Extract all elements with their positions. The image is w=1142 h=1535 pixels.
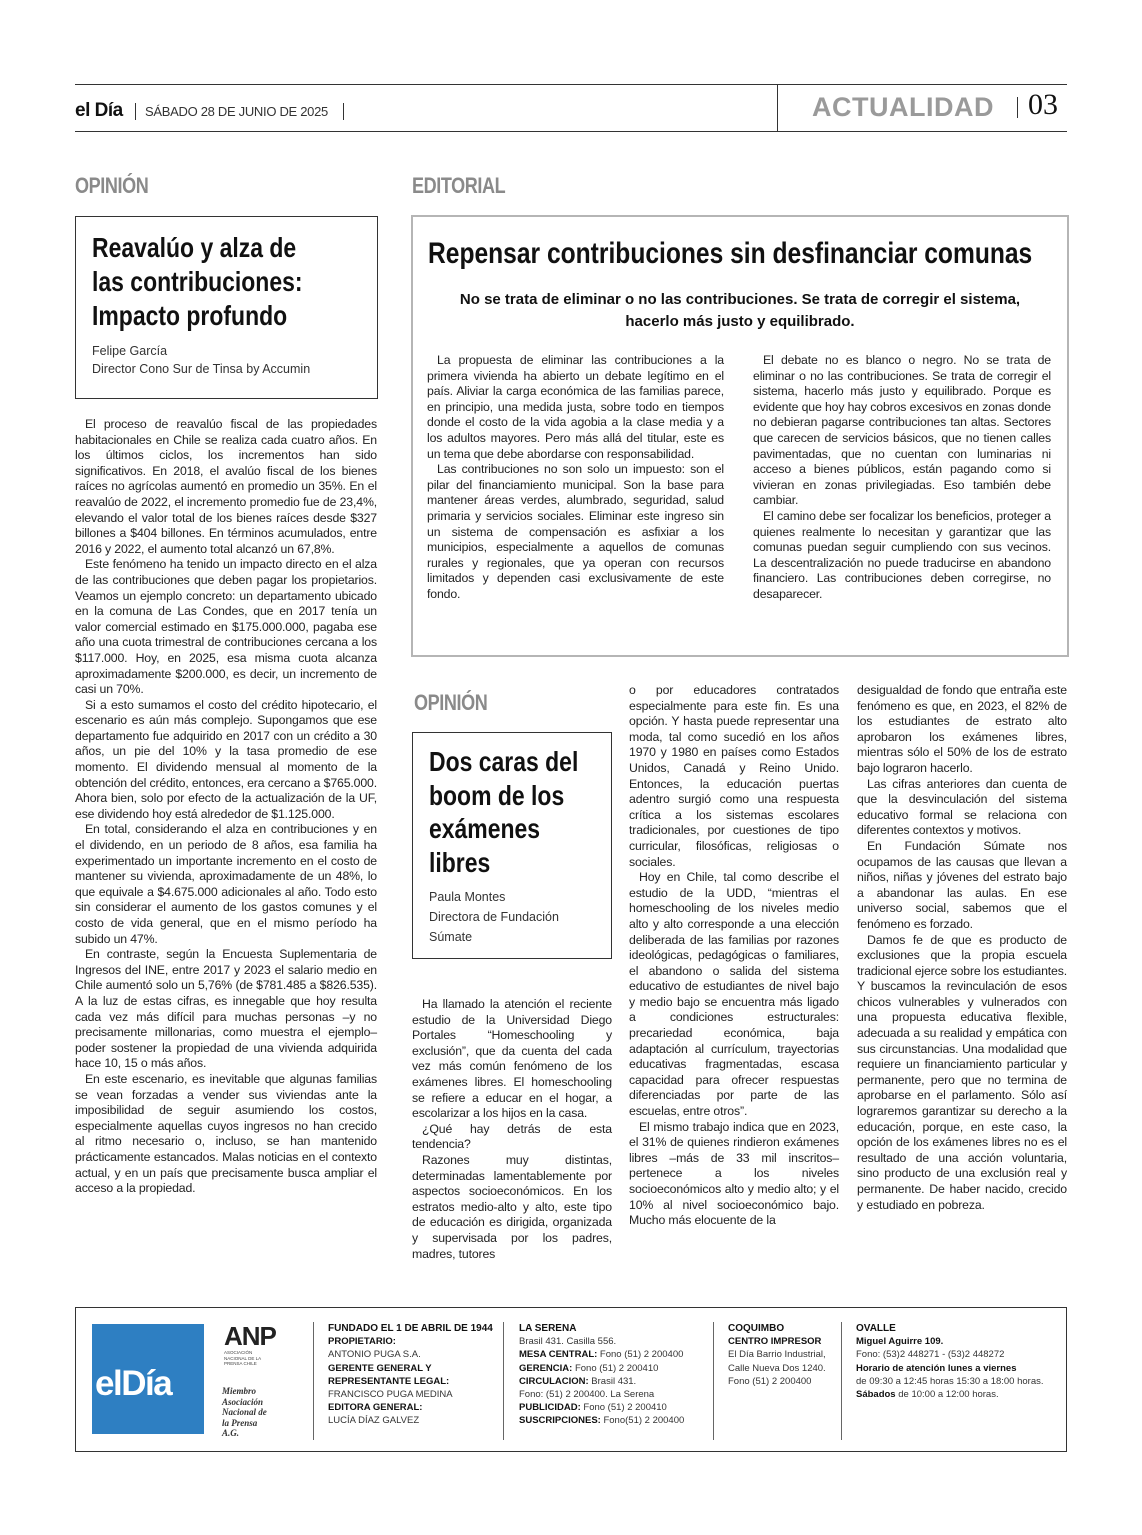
article-title-line: Impacto profundo bbox=[92, 300, 288, 331]
article-column-2 bbox=[629, 683, 839, 1229]
paragraph: El proceso de reavalúo fiscal de las propiedades habitacionales en Chile se realiza cada cuatro años. En los últimos ciclos, los incrementos han sido significativos. En 2018, el avalúo fiscal de los bienes raíces no agrícolas aumentó en promedio un 35%. En el reavalúo de 2022, el incremento promedio fue de 23,4%, elevando el valor total de los bienes raíces desde $327 billones a $404 billones. En términos acumulados, entre 2016 y 2022, el aumento total alcanzó un 67,8%. bbox=[75, 417, 377, 556]
paragraph: El mismo trabajo indica que en 2023, el 31% de quienes rindieron exámenes libres –más de 33 mil inscritos– pertenece a los niveles socioeconómicos alto y medio alto; y el 10% al nivel socioeconómico bajo. Mucho más elocuente de la bbox=[629, 1119, 839, 1228]
paragraph: desigualdad de fondo que entraña este fenómeno es que, en 2023, el 82% de los estudiantes de estrato alto aprobaron los exámenes libres, mientras sólo el 50% de los de estrato bajo lograron hacerlo. bbox=[857, 683, 1067, 775]
paragraph: La propuesta de eliminar las contribuciones a la primera vivienda ha abierto un debate legítimo en el país. Aliviar la carga económica de las familias parece, en principio, una medida justa, sobre todo en tiempos donde el costo de la vida agobia a la clase media y a los adultos mayores. Pero más allá del titular, este es un tema que debe abordarse con responsabilidad. bbox=[427, 353, 724, 461]
footer-value: Fono (51) 2 200410 bbox=[580, 1402, 667, 1414]
anp-mark: ANP bbox=[224, 1321, 276, 1351]
article-title bbox=[429, 745, 609, 879]
footer-value: Brasil 431. Casilla 556. bbox=[519, 1336, 617, 1348]
header-section-divider bbox=[777, 85, 778, 131]
header-divider bbox=[1017, 97, 1018, 118]
anp-subtitle: ASOCIACIÓN NACIONAL DE LA PRENSA CHILE bbox=[224, 1350, 261, 1366]
footer-line bbox=[856, 1335, 1061, 1348]
footer-col-title: LA SERENA bbox=[519, 1323, 577, 1334]
footer-value: El Día Barrio Industrial, bbox=[728, 1349, 826, 1361]
member-line: Asociación bbox=[222, 1396, 264, 1407]
footer-value: Fono: (51) 2 200400. La Serena bbox=[519, 1389, 655, 1401]
paragraph: Damos fe de que es producto de exclusiones que la propia escuela tradicional ejerce sobre los estudiantes. Y buscamos la revinculación de esos chicos vulnerables y vulnerados con una propuesta educativa flexible, adecuada a su realidad y empática con sus circunstancias. Una modalidad que requiere un financiamiento particular y permanente, pero que no termina de aprobarse en el parlamento. Sólo así lograremos garantizar su derecho a la educación, porque, en este caso, la opción de los exámenes libres no es el resultado de una acción voluntaria, sino producto de una exclusión real y permanente. De haber nacido, crecido y estudiado en pobreza. bbox=[857, 932, 1067, 1212]
footer-col-coquimbo bbox=[728, 1322, 838, 1388]
article-title-line: exámenes bbox=[429, 813, 541, 844]
footer-line bbox=[728, 1335, 838, 1348]
footer-line bbox=[728, 1375, 838, 1388]
footer-col-ovalle bbox=[856, 1322, 1061, 1401]
paragraph: Si a esto sumamos el costo del crédito hipotecario, el escenario es aún más complejo. Supongamos que ese departamento fue adquirido en 2017 con un crédito a 30 años, un pie del 10% y la tasa promedio de ese momento. El dividendo mensual al momento de la obtención del crédito, entonces, era cercano a $765.000. Ahora bien, solo por efecto de la actualización de la UF, ese dividendo hoy está alrededor de $1.125.000. bbox=[75, 697, 377, 821]
footer-label: REPRESENTANTE LEGAL: bbox=[328, 1375, 450, 1387]
footer-line bbox=[328, 1375, 498, 1388]
paragraph: Razones muy distintas, determinadas lamentablemente por aspectos socioeconómicos. En los estratos medio-alto y alto, este tipo de educación es dirigida, organizada y supervisada por los padres, madres, tutores bbox=[412, 1152, 612, 1261]
footer-divider bbox=[841, 1322, 842, 1440]
paragraph: Las cifras anteriores dan cuenta de que la desvinculación del sistema educativo formal se relaciona con diferentes contextos y motivos. bbox=[857, 776, 1067, 838]
footer-line bbox=[519, 1375, 709, 1388]
paragraph: En contraste, según la Encuesta Suplementaria de Ingresos del INE, entre 2017 y 2023 el salario medio en Chile aumentó solo un 5,76% (de $781.485 a $826.535). A la luz de estas cifras, es innegable que hoy resulta cada vez más difícil para muchas personas –y no precisamente millonarias, como muestra el ejemplo– poder sostener la propiedad de una vivienda adquirida hace 10, 15 o más años. bbox=[75, 947, 377, 1071]
footer-line bbox=[728, 1362, 838, 1375]
subtitle-line: No se trata de eliminar o no las contribuciones. Se trata de corregir el sistema, bbox=[459, 291, 1021, 308]
author-block bbox=[429, 887, 559, 947]
member-note bbox=[222, 1386, 267, 1439]
el-dia-logo bbox=[92, 1324, 204, 1434]
article-title bbox=[92, 231, 330, 333]
footer-line bbox=[519, 1388, 709, 1401]
footer-value: Fono(51) 2 200400 bbox=[600, 1415, 685, 1427]
author-role: Súmate bbox=[429, 930, 473, 944]
author-name: Felipe García bbox=[92, 344, 168, 358]
editorial-title: Repensar contribuciones sin desfinanciar comunas bbox=[428, 237, 1033, 270]
article-column-3 bbox=[857, 683, 1067, 1213]
author-name: Paula Montes bbox=[429, 890, 506, 904]
article-column-1 bbox=[412, 997, 612, 1262]
footer-label: Miguel Aguirre 109. bbox=[856, 1336, 944, 1348]
section-label-editorial: EDITORIAL bbox=[412, 173, 506, 198]
paragraph: En total, considerando el alza en contribuciones y en el dividendo, en un periodo de 8 años, esa familia ha experimentado un importante incremento en el costo de mantener su vivienda, aproximadamente de un 48%, lo que equivale a $4.675.000 adicionales al año. Todo esto sin considerar el aumento de los gastos comunes y el costo de vida general, que en el mismo período ha subido un 47%. bbox=[75, 822, 377, 946]
footer-col-title: COQUIMBO bbox=[728, 1323, 785, 1334]
paragraph: ¿Qué hay detrás de esta tendencia? bbox=[412, 1121, 612, 1152]
opinion-title-box bbox=[412, 732, 612, 959]
header-top-rule bbox=[75, 84, 1067, 85]
footer-line bbox=[519, 1362, 709, 1375]
author-role: Directora de Fundación bbox=[429, 910, 559, 924]
editorial-column-1 bbox=[427, 353, 724, 603]
footer-line bbox=[728, 1348, 838, 1361]
editorial-box bbox=[411, 215, 1069, 657]
footer-label: Sábados bbox=[856, 1389, 896, 1401]
header-brand: el Día bbox=[75, 100, 123, 121]
footer-label: CIRCULACION: bbox=[519, 1375, 589, 1387]
section-label-opinion: OPINIÓN bbox=[75, 173, 149, 198]
footer-label: SUSCRIPCIONES: bbox=[519, 1415, 601, 1427]
member-line: Miembro bbox=[222, 1386, 257, 1396]
footer-label: GERENCIA: bbox=[519, 1362, 573, 1374]
footer-value: Fono: (53)2 448271 - (53)2 448272 bbox=[856, 1349, 1005, 1361]
footer-line bbox=[328, 1414, 498, 1427]
footer-line bbox=[328, 1335, 498, 1348]
paragraph: Hoy en Chile, tal como describe el estudio de la UDD, “mientras el homeschooling de los niveles medio alto y alto corresponde a una elección deliberada de las familias por razones ideológicas, pedagógicas o familiares, el abandono o salida del sistema educativo de estudiantes de nivel bajo y medio bajo se encuentra más ligado a condiciones estructurales: precariedad económica, baja adaptación al currículum, trayectorias educativas fragmentadas, escasa capacidad para ofrecer respuestas diferenciadas por parte de las escuelas, entre otros”. bbox=[629, 870, 839, 1119]
section-label-opinion: OPINIÓN bbox=[414, 690, 488, 715]
footer-divider bbox=[503, 1322, 504, 1440]
member-line: A.G. bbox=[222, 1428, 240, 1438]
article-title-line: Reavalúo y alza de bbox=[92, 232, 297, 263]
footer-col-title: FUNDADO EL 1 DE ABRIL DE 1944 bbox=[328, 1323, 493, 1334]
footer-value: Fono (51) 2 200400 bbox=[728, 1375, 812, 1387]
footer-divider bbox=[713, 1322, 714, 1440]
footer-value: de 10:00 a 12:00 horas. bbox=[895, 1389, 999, 1401]
footer-line bbox=[519, 1348, 709, 1361]
member-line: la Prensa bbox=[222, 1417, 258, 1428]
subtitle-line: hacerlo más justo y equilibrado. bbox=[625, 313, 855, 330]
footer-label: PROPIETARIO: bbox=[328, 1336, 396, 1348]
author-role: Director Cono Sur de Tinsa by Accumin bbox=[92, 362, 311, 376]
paragraph: El debate no es blanco o negro. No se trata de eliminar o no las contribuciones. Se trata de corregir el sistema, hacerlo más justo y equilibrado. Porque es evidente que hoy hay cobros excesivos en zonas donde no debieran pagarse contribuciones tan altas. Sectores que carecen de servicios básicos, que no tienen calles pavimentadas, que no cuentan con luminarias ni acceso a bienes públicos, están pagando como si vivieran en zonas privilegiadas. Eso también debe cambiar. bbox=[753, 353, 1051, 508]
anp-logo bbox=[224, 1322, 288, 1367]
header-date: SÁBADO 28 DE JUNIO DE 2025 bbox=[145, 104, 328, 119]
footer-value: FRANCISCO PUGA MEDINA bbox=[328, 1389, 453, 1401]
footer-value: Calle Nueva Dos 1240. bbox=[728, 1362, 826, 1374]
footer-label: Horario de atención lunes a viernes bbox=[856, 1362, 1017, 1374]
author-block bbox=[92, 342, 310, 378]
footer-line bbox=[328, 1348, 498, 1361]
article-title-line: Dos caras del bbox=[429, 746, 579, 777]
footer-col-staff bbox=[328, 1322, 498, 1428]
footer-label: CENTRO IMPRESOR bbox=[728, 1336, 822, 1348]
footer-line bbox=[856, 1362, 1061, 1375]
footer-line bbox=[856, 1348, 1061, 1361]
paragraph: Ha llamado la atención el reciente estudio de la Universidad Diego Portales “Homeschooling y exclusión”, que da cuenta del cada vez más común fenómeno de los exámenes libres. El homeschooling se refiere a educar en el hogar, a escolarizar a los hijos en la casa. bbox=[412, 997, 612, 1121]
footer-value: ANTONIO PUGA S.A. bbox=[328, 1349, 421, 1361]
footer-box bbox=[75, 1307, 1067, 1452]
footer-col-la-serena bbox=[519, 1322, 709, 1428]
footer-divider bbox=[313, 1322, 314, 1440]
article-title-line: las contribuciones: bbox=[92, 266, 303, 297]
footer-label: GERENTE GENERAL Y bbox=[328, 1362, 432, 1374]
paragraph: o por educadores contratados especialmente para este fin. Es una opción. Y hasta puede representar una moda, tal como sucedió en los años 1970 y 1980 en países como Estados Unidos, Canadá y Reino Unido. Entonces, la educación puertas adentro surgió como una respuesta crítica a los sistemas escolares tradicionales, por cuestiones de tipo curricular, filosóficas, religiosas o sociales. bbox=[629, 683, 839, 869]
article-title-line: libres bbox=[429, 846, 491, 878]
header-divider bbox=[343, 103, 344, 120]
paragraph: En Fundación Súmate nos ocupamos de las causas que llevan a niños, niñas y jóvenes del estrato bajo a abandonar las aulas. En ese universo social, sabemos que el fenómeno es forzado. bbox=[857, 838, 1067, 931]
opinion-title-box bbox=[75, 216, 378, 399]
footer-line bbox=[519, 1401, 709, 1414]
header-divider bbox=[135, 103, 136, 120]
footer-value: Fono (51) 2 200410 bbox=[572, 1362, 659, 1374]
section-name: ACTUALIDAD bbox=[812, 92, 994, 122]
footer-line bbox=[328, 1401, 498, 1414]
footer-line bbox=[519, 1335, 709, 1348]
footer-line bbox=[856, 1388, 1061, 1401]
paragraph: El camino debe ser focalizar los beneficios, proteger a quienes realmente lo necesitan y garantizar que las comunas puedan seguir cumpliendo con sus vecinos. La descentralización no puede traducirse en abandono financiero. Las contribuciones deben corregirse, no desaparecer. bbox=[753, 508, 1051, 601]
footer-value: Fono (51) 2 200400 bbox=[597, 1349, 684, 1361]
logo-text: elDía bbox=[95, 1364, 172, 1403]
footer-label: PUBLICIDAD: bbox=[519, 1402, 581, 1414]
footer-line bbox=[519, 1414, 709, 1427]
footer-value: LUCÍA DÍAZ GALVEZ bbox=[328, 1415, 420, 1427]
article-title-line: boom de los bbox=[429, 779, 565, 811]
footer-line bbox=[856, 1375, 1061, 1388]
member-line: Nacional de bbox=[222, 1407, 267, 1417]
footer-value: de 09:30 a 12:45 horas 15:30 a 18:00 horas. bbox=[856, 1375, 1044, 1387]
footer-value: Brasil 431. bbox=[588, 1375, 637, 1387]
footer-line bbox=[328, 1362, 498, 1375]
editorial-subtitle bbox=[413, 289, 1067, 333]
footer-line bbox=[328, 1388, 498, 1401]
article-body bbox=[75, 417, 377, 1197]
page-number: 03 bbox=[1028, 88, 1058, 121]
paragraph: Las contribuciones no son solo un impuesto: son el pilar del financiamiento municipal. Son la base para mantener áreas verdes, alumbrado, seguridad, salud primaria y servicios sociales. Eliminar este ingreso sin un sistema de compensación es asfixiar a los municipios, especialmente a aquellos de comunas rurales y regionales, que ya operan con recursos limitados y dependen casi exclusivamente de este fondo. bbox=[427, 462, 724, 601]
paragraph: En este escenario, es inevitable que algunas familias se vean forzadas a vender sus viviendas ante la imposibilidad de seguir asumiendo los costos, especialmente aquellas cuyos ingresos no han crecido al ritmo necesario o, incluso, se han mantenido prácticamente estancados. Malas noticias en el contexto actual, y en un país que precisamente busca ampliar el acceso a la propiedad. bbox=[75, 1071, 377, 1196]
footer-label: EDITORA GENERAL: bbox=[328, 1402, 423, 1414]
footer-col-title: OVALLE bbox=[856, 1323, 896, 1334]
footer-label: MESA CENTRAL: bbox=[519, 1349, 598, 1361]
paragraph: Este fenómeno ha tenido un impacto directo en el alza de las contribuciones que deben pagar los propietarios. Veamos un ejemplo concreto: un departamento ubicado en la comuna de Las Condes, que en 2017 tenía un valor comercial estimado en $175.000.000, pagaba ese año una cuota trimestral de contribuciones cercana a los $117.000. Hoy, en 2025, esa misma cuota alcanza aproximadamente $200.000, es decir, un incremento de casi un 70%. bbox=[75, 557, 377, 697]
editorial-column-2 bbox=[753, 353, 1051, 603]
header-bottom-rule bbox=[75, 131, 1067, 132]
